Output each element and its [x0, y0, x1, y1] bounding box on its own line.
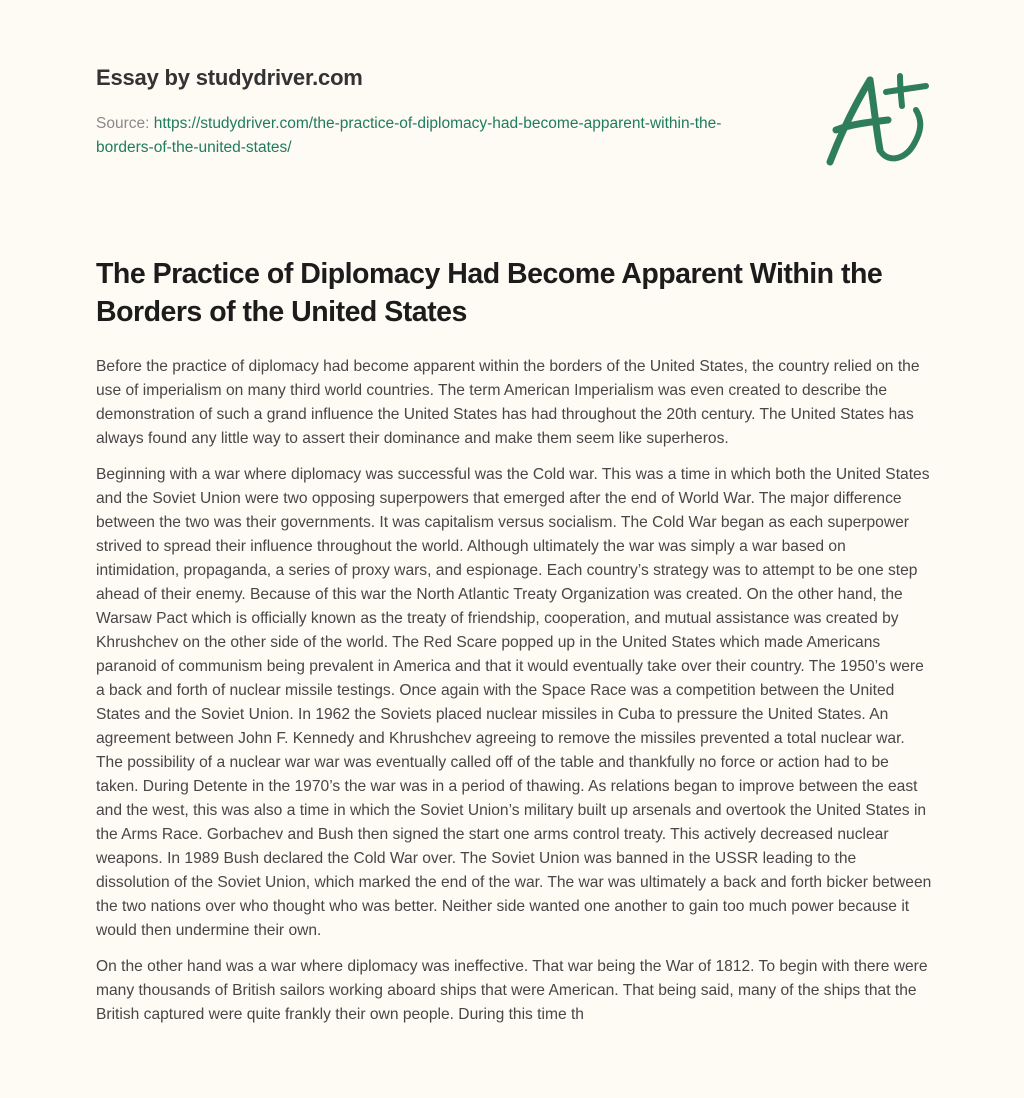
site-name: Essay by studydriver.com	[96, 65, 363, 90]
essay-paragraph: On the other hand was a war where diplomacy was ineffective. That war being the War of 1812. To begin with there were many thousands of British sailors working aboard ships that were American. That being said, many of the ships that the British captured were quite frankly their own people. During this time th	[96, 958, 928, 1023]
essay-body	[96, 355, 932, 1039]
source-label: Source:	[96, 115, 154, 132]
essay-title: The Practice of Diplomacy Had Become Apparent Within the Borders of the United States	[96, 258, 883, 328]
page-header	[96, 64, 776, 160]
source-link[interactable]: https://studydriver.com/the-practice-of-diplomacy-had-become-apparent-within-the-borders-of-the-united-states/	[96, 115, 722, 156]
source-line	[96, 112, 776, 160]
essay-paragraph: Beginning with a war where diplomacy was successful was the Cold war. This was a time in which both the United States and the Soviet Union were two opposing superpowers that emerged after the end of World War. The major difference between the two was their governments. It was capitalism versus socialism. The Cold War began as each superpower strived to spread their influence throughout the world. Although ultimately the war was simply a war based on intimidation, propaganda, a series of proxy wars, and espionage. Each country’s strategy was to attempt to be one step ahead of their enemy. Because of this war the North Atlantic Treaty Organization was created. On the other hand, the Warsaw Pact which is officially known as the treaty of friendship, cooperation, and mutual assistance was created by Khrushchev on the other side of the world. The Red Scare popped up in the United States which made Americans paranoid of communism being prevalent in America and that it would eventually take over their country. The 1950’s were a back and forth of nuclear missile testings. Once again with the Space Race was a competition between the United States and the Soviet Union. In 1962 the Soviets placed nuclear missiles in Cuba to pressure the United States. An agreement between John F. Kennedy and Khrushchev agreeing to remove the missiles prevented a total nuclear war. The possibility of a nuclear war war was eventually called off of the table and thankfully no force or action had to be taken. During Detente in the 1970’s the war was in a period of thawing. As relations began to improve between the east and the west, this was also a time in which the Soviet Union’s military built up arsenals and overtook the United States in the Arms Race. Gorbachev and Bush then signed the start one arms control treaty. This actively decreased nuclear weapons. In 1989 Bush declared the Cold War over. The Soviet Union was banned in the USSR leading to the dissolution of the Soviet Union, which marked the end of the war. The war was ultimately a back and forth bicker between the two nations over who thought who was better. Neither side wanted one another to gain too much power because it would then undermine their own.	[96, 466, 932, 939]
a-plus-grade-icon	[818, 66, 934, 170]
essay-paragraph: Before the practice of diplomacy had become apparent within the borders of the United States, the country relied on the use of imperialism on many third world countries. The term American Imperialism was even created to describe the demonstration of such a grand influence the United States has had throughout the 20th century. The United States has always found any little way to assert their dominance and make them seem like superheros.	[96, 358, 920, 447]
